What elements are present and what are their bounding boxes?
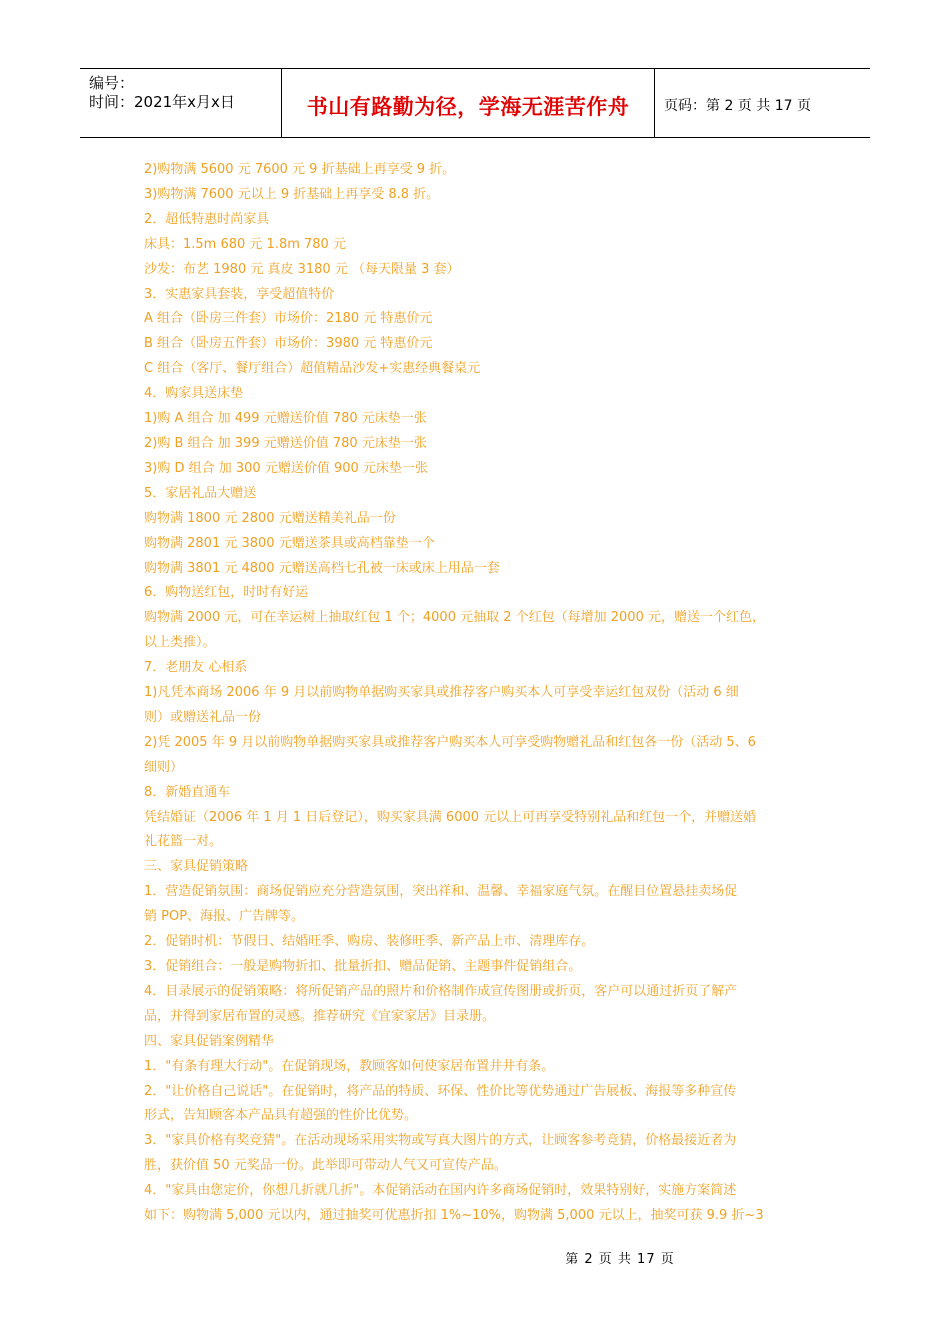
text-line: 三、家具促销策略 bbox=[144, 859, 249, 875]
text-line: 3)购 D 组合 加 300 元赠送价值 900 元床垫一张 bbox=[144, 460, 428, 476]
header-right-cell bbox=[655, 69, 870, 137]
text-line: 8．新婚直通车 bbox=[144, 784, 231, 800]
text-line: 4．"家具由您定价，你想几折就几折"。本促销活动在国内许多商场促销时，效果特别好，实施方案简述 bbox=[144, 1183, 737, 1199]
text-line: 5．家居礼品大赠送 bbox=[144, 485, 257, 501]
text-line: 1．营造促销氛围：商场促销应充分营造氛围，突出祥和、温馨、幸福家庭气氛。在醒目位置悬挂卖场促 bbox=[144, 884, 738, 900]
text-line: 2)凭 2005 年 9 月以前购物单据购买家具或推荐客户购买本人可享受购物赠礼品和红包各一份（活动 5、6 bbox=[144, 734, 756, 750]
text-line: 沙发：布艺 1980 元 真皮 3180 元 （每天限量 3 套） bbox=[144, 261, 460, 277]
text-line: 购物满 2000 元，可在幸运树上抽取红包 1 个；4000 元抽取 2 个红包（每增加 2000 元，赠送一个红色， bbox=[144, 610, 765, 626]
text-line: 3)购物满 7600 元以上 9 折基础上再享受 8.8 折。 bbox=[144, 186, 440, 202]
text-line: 购物满 3801 元 4800 元赠送高档七孔被一床或床上用品一套 bbox=[144, 560, 500, 576]
text-line: 销 POP、海报、广告牌等。 bbox=[144, 909, 305, 925]
text-line: 2．促销时机：节假日、结婚旺季、购房、装修旺季、新产品上市、清理库存。 bbox=[144, 934, 595, 950]
text-line: 形式，告知顾客本产品具有超强的性价比优势。 bbox=[144, 1108, 418, 1124]
text-line: 1)购 A 组合 加 499 元赠送价值 780 元床垫一张 bbox=[144, 411, 427, 427]
text-line: 凭结婚证（2006 年 1 月 1 日后登记），购买家具满 6000 元以上可再享受特别礼品和红包一个，并赠送婚 bbox=[144, 809, 757, 825]
text-line: 2)购物满 5600 元 7600 元 9 折基础上再享受 9 折。 bbox=[144, 162, 456, 177]
time-label: 时间：2021年x月x日 bbox=[89, 93, 235, 111]
text-line: 2．"让价格自己说话"。在促销时，将产品的特质、环保、性价比等优势通过广告展板、海报等多种宣传 bbox=[144, 1083, 737, 1099]
text-line: 6．购物送红包，时时有好运 bbox=[144, 585, 309, 601]
text-line: C 组合（客厅、餐厅组合）超值精品沙发+实惠经典餐桌元 bbox=[144, 361, 481, 377]
text-line: 1)凡凭本商场 2006 年 9 月以前购物单据购买家具或推荐客户购买本人可享受幸运红包双份（活动 6 细 bbox=[144, 685, 739, 701]
text-line: 2)购 B 组合 加 399 元赠送价值 780 元床垫一张 bbox=[144, 435, 427, 451]
page-header bbox=[80, 68, 870, 138]
text-line: 3．"家具价格有奖竞猜"。在活动现场采用实物或写真大图片的方式，让顾客参考竞猜，价格最接近者为 bbox=[144, 1133, 737, 1149]
header-middle-cell bbox=[282, 69, 655, 137]
text-line: 以上类推）。 bbox=[144, 635, 216, 651]
document-body bbox=[144, 158, 812, 1229]
text-line: 1．"有条有理大行动"。在促销现场，教顾客如何使家居布置井井有条。 bbox=[144, 1058, 555, 1074]
text-line: 如下：购物满 5,000 元以内，通过抽奖可优惠折扣 1%~10%，购物满 5,000 元以上，抽奖可获 9.9 折~3 bbox=[144, 1208, 764, 1224]
text-line: 购物满 2801 元 3800 元赠送茶具或高档靠垫一个 bbox=[144, 535, 435, 551]
text-line: 3．实惠家具套装，享受超值特价 bbox=[144, 286, 335, 302]
text-line: 购物满 1800 元 2800 元赠送精美礼品一份 bbox=[144, 510, 396, 526]
text-line: 7．老朋友 心相系 bbox=[144, 660, 248, 676]
code-label: 编号： bbox=[89, 74, 135, 92]
text-line: 床具：1.5m 680 元 1.8m 780 元 bbox=[144, 236, 346, 252]
text-line: 4．目录展示的促销策略：将所促销产品的照片和价格制作成宣传图册或折页，客户可以通过折页了解产 bbox=[144, 983, 738, 999]
motto: 书山有路勤为径，学海无涯苦作舟 bbox=[306, 94, 630, 119]
text-line: 品，并得到家居布置的灵感。推荐研究《宜家家居》目录册。 bbox=[144, 1008, 496, 1024]
text-line: 2．超低特惠时尚家具 bbox=[144, 211, 270, 227]
page-footer bbox=[0, 1248, 950, 1267]
text-line: 细则） bbox=[144, 759, 184, 775]
header-left-cell bbox=[80, 69, 282, 137]
text-line: 胜，获价值 50 元奖品一份。此举即可带动人气又可宣传产品。 bbox=[144, 1158, 507, 1174]
text-line: A 组合（卧房三件套）市场价：2180 元 特惠价元 bbox=[144, 311, 433, 327]
text-line: 则）或赠送礼品一份 bbox=[144, 709, 262, 725]
footer-page-number: 第 2 页 共 17 页 bbox=[565, 1252, 675, 1267]
page-number-label: 页码：第 2 页 共 17 页 bbox=[664, 98, 811, 114]
text-line: 四、家具促销案例精华 bbox=[144, 1033, 275, 1049]
text-line: 3．促销组合：一般是购物折扣、批量折扣、赠品促销、主题事件促销组合。 bbox=[144, 959, 582, 974]
text-line: 礼花篮一对。 bbox=[144, 834, 223, 850]
text-line: B 组合（卧房五件套）市场价：3980 元 特惠价元 bbox=[144, 336, 433, 352]
text-line: 4．购家具送床垫 bbox=[144, 386, 244, 402]
